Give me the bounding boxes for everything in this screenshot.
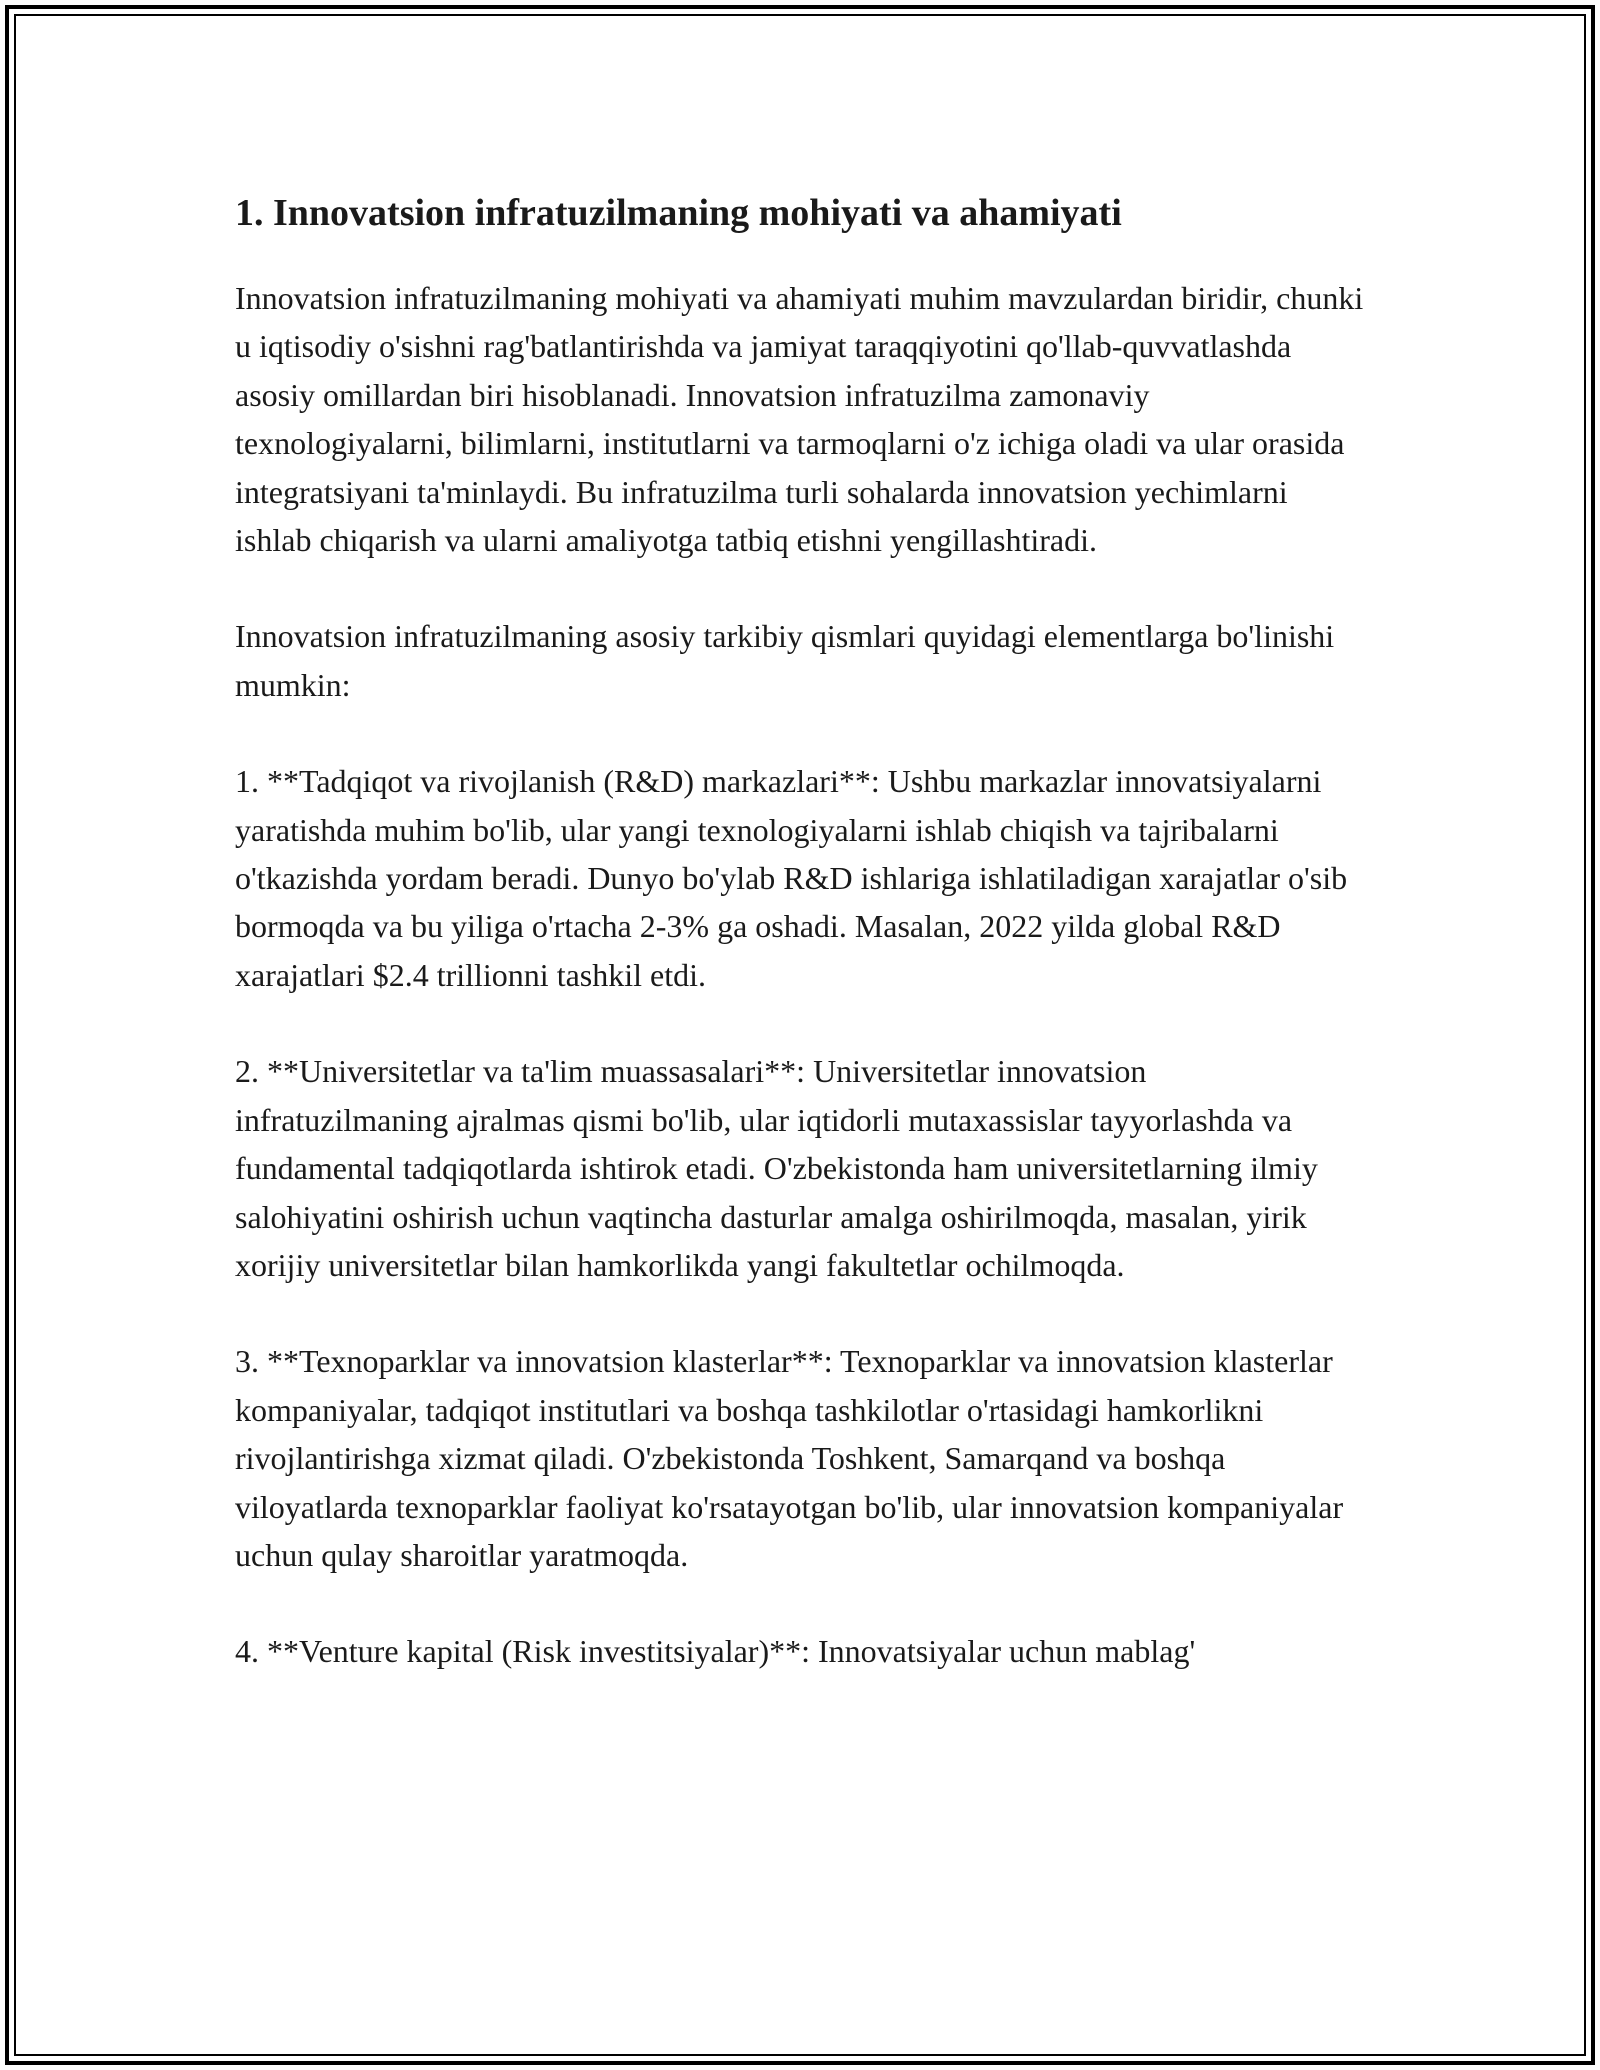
document-page bbox=[235, 180, 1365, 1724]
list-item-universities: 2. **Universitetlar va ta'lim muassasalari**: Universitetlar innovatsion infratuzilmaning ajralmas qismi bo'lib, ular iqtidorli mutaxassislar tayyorlashda va fundamental tadqiqotlarda ishtirok etadi. O'zbekistonda ham universitetlarning ilmiy salohiyatini oshirish uchun vaqtincha dasturlar amalga oshirilmoqda, masalan, yirik xorijiy universitetlar bilan hamkorlikda yangi fakultetlar ochilmoqda. bbox=[235, 1053, 1318, 1283]
list-item-venture-capital: 4. **Venture kapital (Risk investitsiyalar)**: Innovatsiyalar uchun mablag' bbox=[235, 1633, 1196, 1670]
list-item-rnd-centers: 1. **Tadqiqot va rivojlanish (R&D) markazlari**: Ushbu markazlar innovatsiyalarni yaratishda muhim bo'lib, ular yangi texnologiyalarni ishlab chiqish va tajribalarni o'tkazishda yordam beradi. Dunyo bo'ylab R&D ishlariga ishlatiladigan xarajatlar o'sib bormoqda va bu yiliga o'rtacha 2-3% ga oshadi. Masalan, 2022 yilda global R&D xarajatlari $2.4 trillionni tashkil etdi. bbox=[235, 763, 1348, 993]
components-intro-paragraph: Innovatsion infratuzilmaning asosiy tarkibiy qismlari quyidagi elementlarga bo'linishi mumkin: bbox=[235, 618, 1335, 703]
intro-paragraph: Innovatsion infratuzilmaning mohiyati va ahamiyati muhim mavzulardan biridir, chunki u iqtisodiy o'sishni rag'batlantirishda va jamiyat taraqqiyotini qo'llab-quvvatlashda asosiy omillardan biri hisoblanadi. Innovatsion infratuzilma zamonaviy texnologiyalarni, bilimlarni, institutlarni va tarmoqlarni o'z ichiga oladi va ular orasida integratsiyani ta'minlaydi. Bu infratuzilma turli sohalarda innovatsion yechimlarni ishlab chiqarish va ularni amaliyotga tatbiq etishni yengillashtiradi. bbox=[235, 280, 1364, 559]
list-item-technoparks: 3. **Texnoparklar va innovatsion klasterlar**: Texnoparklar va innovatsion klasterlar kompaniyalar, tadqiqot institutlari va boshqa tashkilotlar o'rtasidagi hamkorlikni rivojlantirishga xizmat qiladi. O'zbekistonda Toshkent, Samarqand va boshqa viloyatlarda texnoparklar faoliyat ko'rsatayotgan bo'lib, ular innovatsion kompaniyalar uchun qulay sharoitlar yaratmoqda. bbox=[235, 1343, 1344, 1573]
section-heading: 1. Innovatsion infratuzilmaning mohiyati va ahamiyati bbox=[235, 192, 1122, 234]
